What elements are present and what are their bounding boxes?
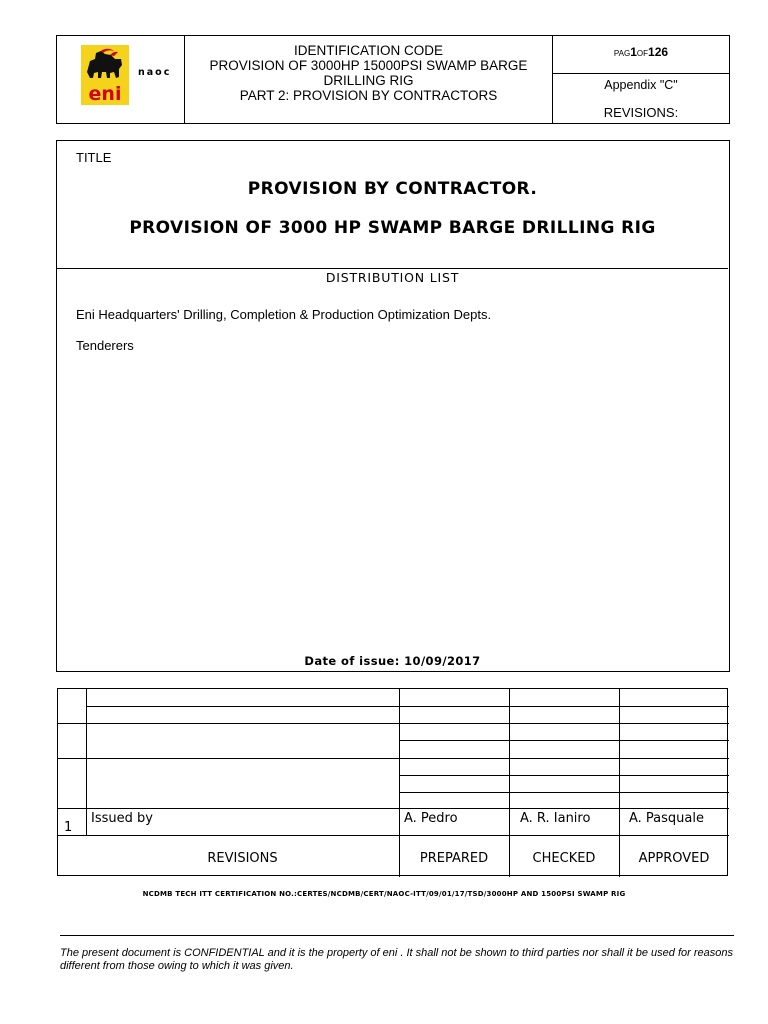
appendix-label: Appendix "C" <box>604 78 678 92</box>
title-line-2: PROVISION OF 3000 HP SWAMP BARGE DRILLING RIG <box>129 218 656 238</box>
title-label: TITLE <box>76 150 112 165</box>
identification-cell <box>185 36 553 123</box>
table-rule <box>86 706 729 707</box>
approved-by: A. Pasquale <box>629 811 704 826</box>
table-rule <box>399 792 729 793</box>
page-total: 126 <box>648 45 669 59</box>
eni-six-legged-dog-icon <box>81 45 129 105</box>
certification-number: NCDMB TECH ITT CERTIFICATION NO.:CERTES/NCDMB/CERT/NAOC-ITT/09/01/17/TSD/3000HP AND 1500PSI SWAMP RIG <box>142 890 626 898</box>
checked-by: A. R. Ianiro <box>520 811 591 826</box>
confidential-notice: The present document is CONFIDENTIAL and it is the property of eni . It shall not be shown to third parties nor shall it be used for reasons different from those owing to which it was given. <box>60 947 733 972</box>
part-title: PART 2: PROVISION BY CONTRACTORS <box>239 88 498 103</box>
company-name: naoc <box>138 67 172 78</box>
issue-number: 1 <box>64 820 73 835</box>
page-number <box>553 36 729 74</box>
title-block <box>56 140 730 672</box>
issue-description: Issued by <box>91 811 153 826</box>
revisions-column-label: REVISIONS <box>207 851 278 866</box>
table-rule <box>58 758 729 759</box>
project-title-line-2: DRILLING RIG <box>323 73 414 88</box>
date-of-issue: Date of issue: 10/09/2017 <box>304 654 481 668</box>
table-rule <box>509 689 510 877</box>
revisions-table <box>57 688 728 876</box>
revisions-label: REVISIONS: <box>603 105 679 120</box>
page-info-cell <box>553 36 729 123</box>
appendix-revisions <box>553 75 729 123</box>
table-rule <box>399 689 400 877</box>
table-rule <box>399 775 729 776</box>
distribution-heading: DISTRIBUTION LIST <box>325 270 460 285</box>
approved-column-label: APPROVED <box>638 851 710 866</box>
checked-column-label: CHECKED <box>532 851 596 866</box>
pag-prefix: PAG <box>613 49 631 58</box>
project-title-line: PROVISION OF 3000HP 15000PSI SWAMP BARGE <box>209 58 528 73</box>
page-current: 1 <box>630 45 637 59</box>
document-header <box>56 35 730 124</box>
table-rule <box>58 808 729 809</box>
table-rule <box>58 835 729 836</box>
title-line-1: PROVISION BY CONTRACTOR. <box>247 179 538 199</box>
eni-wordmark: eni <box>88 83 122 105</box>
table-rule <box>86 689 87 835</box>
prepared-column-label: PREPARED <box>419 851 489 866</box>
eni-logo <box>81 45 129 105</box>
footer-rule <box>60 935 734 936</box>
title-divider <box>57 268 728 269</box>
distribution-item-2: Tenderers <box>76 338 134 353</box>
table-rule <box>619 689 620 877</box>
table-rule <box>399 740 729 741</box>
prepared-by: A. Pedro <box>404 811 458 826</box>
of-label: OF <box>636 49 649 58</box>
distribution-item-1: Eni Headquarters' Drilling, Completion & Production Optimization Depts. <box>76 307 492 322</box>
identification-code-label: IDENTIFICATION CODE <box>293 43 443 58</box>
logo-cell <box>57 36 185 123</box>
table-rule <box>58 723 729 724</box>
